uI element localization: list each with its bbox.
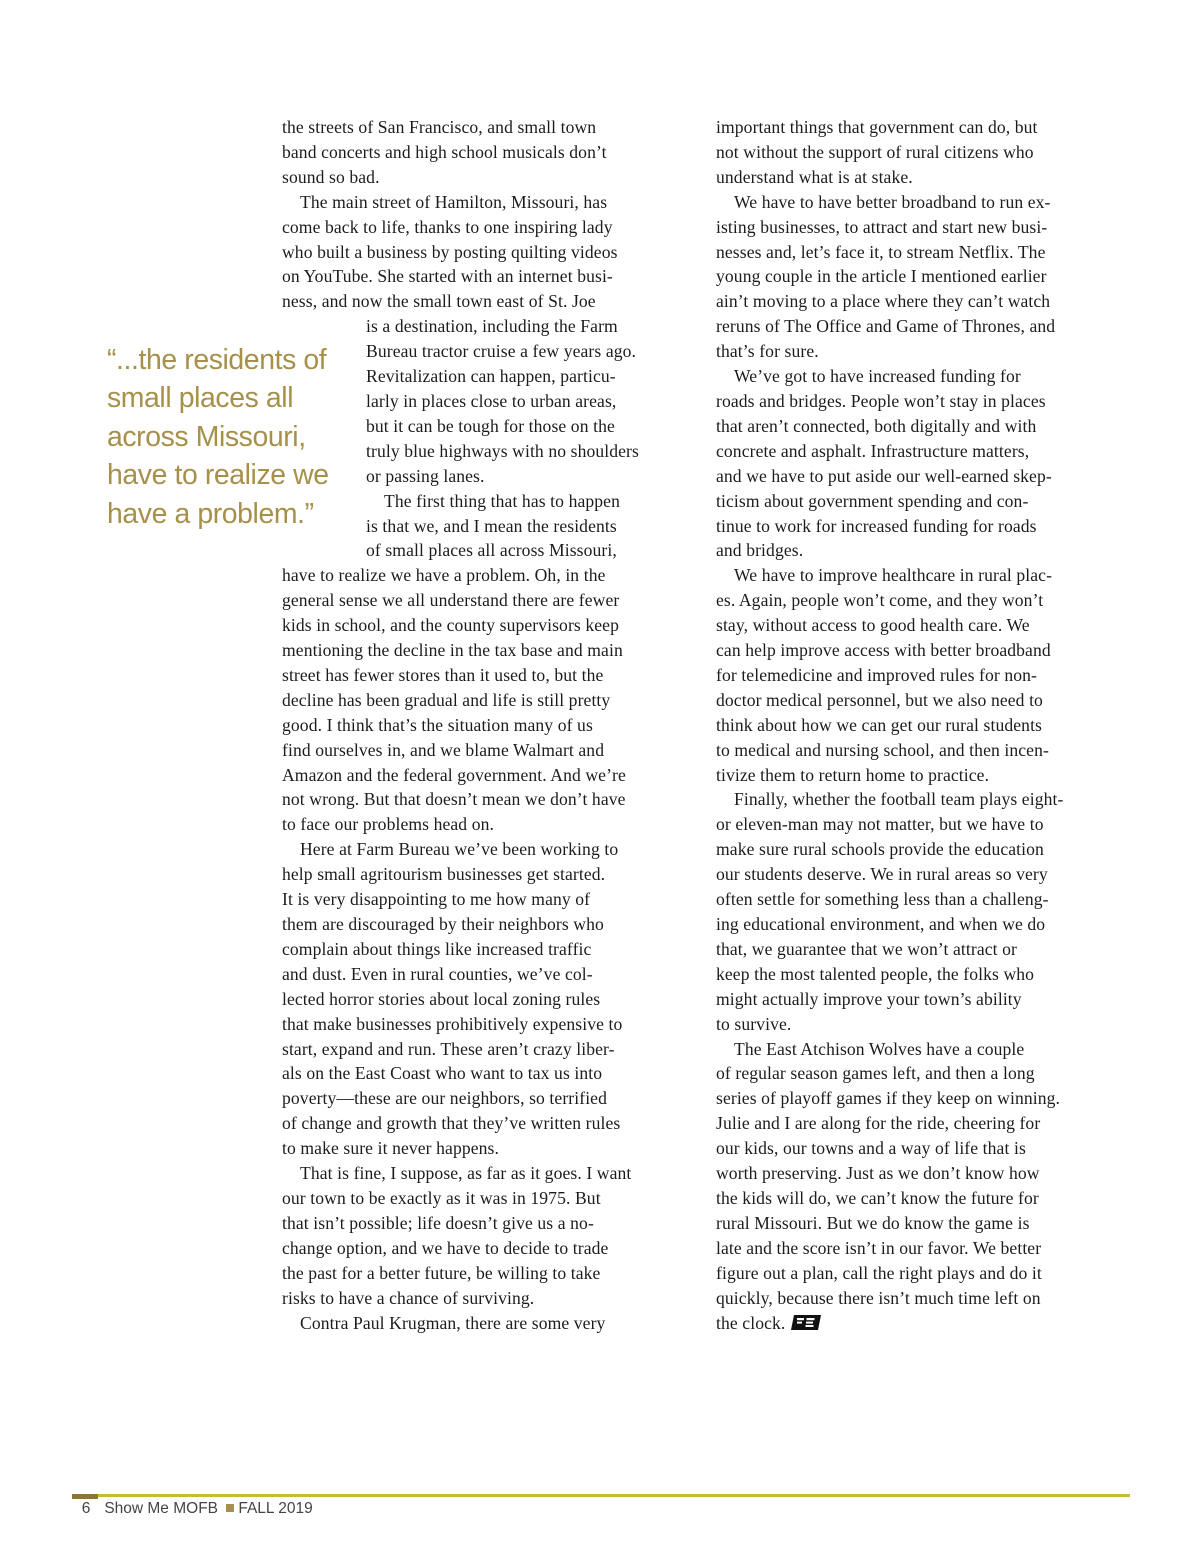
farm-bureau-logo-icon [791,1312,821,1327]
publication-name: Show Me MOFB [104,1500,219,1517]
text-line: general sense we all understand there are fewer [282,590,620,611]
text-line: tivize them to return home to practice. [716,764,990,785]
article-column-left [282,115,692,1335]
issue-label: FALL 2019 [238,1500,313,1517]
text-line: or eleven-man may not matter, but we have to [716,814,1044,835]
text-line: The East Atchison Wolves have a couple [734,1038,1025,1059]
text-line: and bridges. [716,540,804,561]
text-line: Finally, whether the football team plays eight- [734,789,1064,810]
text-line: can help improve access with better broadband [716,640,1051,661]
footer-rule [72,1494,1130,1497]
pull-quote-line: “...the residents of [107,344,327,376]
text-line: of change and growth that they’ve written rules [282,1113,621,1134]
text-line: larly in places close to urban areas, [366,390,617,411]
text-line: and dust. Even in rural counties, we’ve col- [282,963,593,984]
text-line: to medical and nursing school, and then incen- [716,739,1049,760]
text-line: quickly, because there isn’t much time left on [716,1287,1041,1308]
text-line: to face our problems head on. [282,814,494,835]
pull-quote-line: small places all [107,382,294,415]
text-line: that aren’t connected, both digitally and with [716,415,1037,436]
text-line: We’ve got to have increased funding for [734,366,1021,387]
text-line: Julie and I are along for the ride, cheering for [716,1113,1041,1134]
text-line: late and the score isn’t in our favor. We better [716,1237,1042,1258]
text-line: worth preserving. Just as we don’t know how [716,1163,1040,1184]
text-line: We have to have better broadband to run ex- [734,191,1051,212]
text-line: is a destination, including the Farm [366,316,618,337]
text-line: but it can be tough for those on the [366,415,615,436]
text-line-last [716,1311,1128,1336]
text-line: rural Missouri. But we do know the game is [716,1212,1030,1233]
text-line: young couple in the article I mentioned earlier [716,266,1047,287]
text-line: them are discouraged by their neighbors who [282,914,604,934]
article-column-right [716,115,1128,1335]
text-line: make sure rural schools provide the education [716,839,1044,860]
pull-quote-line: have a problem.” [107,497,314,530]
text-line: The main street of Hamilton, Missouri, has [300,191,608,212]
text-line: of small places all across Missouri, [366,540,617,561]
square-bullet-icon [226,1504,234,1512]
text-line: might actually improve your town’s ability [716,988,1022,1009]
pull-quote-line: have to realize we [107,459,329,492]
text-line: decline has been gradual and life is still pretty [282,689,611,710]
text-line: find ourselves in, and we blame Walmart and [282,739,605,760]
text-line: That is fine, I suppose, as far as it goes. I want [300,1163,632,1184]
text-line: lected horror stories about local zoning rules [282,988,601,1009]
text-line: and we have to put aside our well-earned skep- [716,465,1052,486]
page-number: 6 [81,1500,91,1517]
text-line: figure out a plan, call the right plays and do it [716,1262,1042,1283]
text-line: street has fewer stores than it used to, but the [282,664,604,685]
text-line: ness, and now the small town east of St. Joe [282,291,596,312]
text-line: ain’t moving to a place where they can’t watch [716,291,1051,312]
text-line: to survive. [716,1013,792,1034]
text-line: sound so bad. [282,166,380,187]
text-line: the past for a better future, be willing to take [282,1262,601,1283]
text-line: come back to life, thanks to one inspiring lady [282,216,613,237]
text-line: the kids will do, we can’t know the future for [716,1187,1039,1208]
text-line: ticism about government spending and con- [716,490,1029,511]
text-line: that make businesses prohibitively expensive to [282,1013,623,1034]
text-line: help small agritourism businesses get started. [282,864,606,885]
text-line: kids in school, and the county supervisors keep [282,615,619,636]
page-footer [72,1500,313,1520]
text-line: band concerts and high school musicals don’t [282,141,607,162]
text-line: reruns of The Office and Game of Thrones, and [716,316,1056,337]
text-line: our kids, our towns and a way of life that is [716,1138,1026,1159]
footer-tab-marker [72,1494,98,1499]
text-line: not without the support of rural citizens who [716,141,1034,162]
text-line: our students deserve. We in rural areas so very [716,864,1048,885]
pull-quote-line: across Missouri, [107,420,306,453]
text-line: Here at Farm Bureau we’ve been working to [300,839,619,860]
text-line: think about how we can get our rural students [716,714,1042,735]
text-line: The first thing that has to happen [384,490,620,511]
text-line: truly blue highways with no shoulders [366,440,639,461]
text-line: es. Again, people won’t come, and they won’t [716,590,1044,611]
text-line: isting businesses, to attract and start new busi- [716,216,1048,237]
text-line: als on the East Coast who want to tax us into [282,1063,603,1084]
text-line: doctor medical personnel, but we also need to [716,689,1043,710]
text-line: the streets of San Francisco, and small town [282,117,597,137]
text-line: of regular season games left, and then a long [716,1063,1035,1084]
text-line: to make sure it never happens. [282,1138,499,1159]
text-line: change option, and we have to decide to trade [282,1237,609,1258]
text-line: concrete and asphalt. Infrastructure matters, [716,440,1030,461]
text-line: have to realize we have a problem. Oh, in the [282,565,606,586]
text-line: who built a business by posting quilting videos [282,241,618,262]
text-line: nesses and, let’s face it, to stream Netflix. The [716,241,1046,262]
text-line: that isn’t possible; life doesn’t give us a no- [282,1212,594,1233]
text-line: that’s for sure. [716,341,819,362]
text-line: start, expand and run. These aren’t crazy liber- [282,1038,615,1059]
text-line: for telemedicine and improved rules for non- [716,664,1037,685]
text-line: not wrong. But that doesn’t mean we don’t have [282,789,626,810]
text-line: the clock. [716,1312,786,1333]
text-line: is that we, and I mean the residents [366,515,617,536]
text-line: poverty—these are our neighbors, so terrified [282,1088,607,1109]
text-line: Revitalization can happen, particu- [366,366,616,387]
text-line: on YouTube. She started with an internet busi- [282,266,613,287]
text-line: often settle for something less than a challeng- [716,889,1049,910]
text-line: stay, without access to good health care. We [716,615,1030,636]
text-line: or passing lanes. [366,465,485,486]
text-line: that, we guarantee that we won’t attract or [716,938,1017,959]
text-line: We have to improve healthcare in rural plac- [734,565,1053,586]
text-line: important things that government can do, but [716,117,1038,137]
text-line: It is very disappointing to me how many of [282,889,591,910]
text-line: Contra Paul Krugman, there are some very [300,1312,606,1333]
text-line: ing educational environment, and when we do [716,914,1046,934]
text-line: our town to be exactly as it was in 1975. But [282,1187,601,1208]
text-line: tinue to work for increased funding for roads [716,515,1037,536]
text-line: mentioning the decline in the tax base and main [282,640,623,661]
text-line: risks to have a chance of surviving. [282,1287,535,1308]
text-line: good. I think that’s the situation many of us [282,714,593,735]
text-line: complain about things like increased traffic [282,938,592,959]
text-line: series of playoff games if they keep on winning. [716,1088,1061,1109]
text-line: Amazon and the federal government. And we’re [282,764,626,785]
text-line: understand what is at stake. [716,166,913,187]
text-line: Bureau tractor cruise a few years ago. [366,341,637,362]
text-line: roads and bridges. People won’t stay in places [716,390,1046,411]
text-line: keep the most talented people, the folks who [716,963,1035,984]
